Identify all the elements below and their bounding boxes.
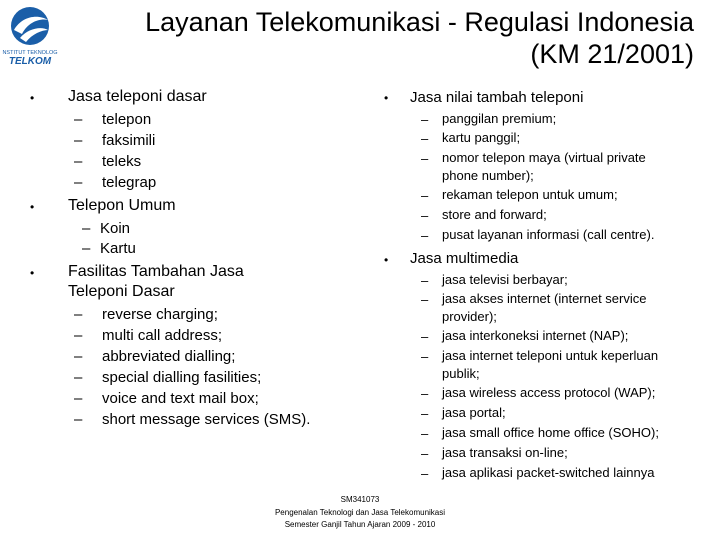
dash-icon: –	[421, 131, 429, 146]
dash-icon: –	[421, 406, 429, 421]
list-item: jasa akses internet (internet service	[442, 291, 647, 306]
list-item: Koin	[100, 220, 131, 237]
dash-icon: –	[74, 111, 83, 128]
dash-icon: –	[74, 174, 83, 191]
list-item: teleks	[102, 153, 142, 170]
list-item: jasa interkoneksi internet (NAP);	[442, 328, 629, 343]
list-item: short message services (SMS).	[102, 411, 311, 428]
list-item: telepon	[102, 111, 152, 128]
slide-footer	[230, 494, 490, 532]
logo-caption-brand: TELKOM	[8, 56, 52, 66]
title-line-1: Layanan Telekomunikasi - Regulasi Indonesia	[145, 7, 694, 37]
bullet-icon: •	[30, 200, 35, 214]
list-item-continuation: publik;	[442, 366, 480, 381]
dash-icon: –	[421, 446, 429, 461]
dash-icon: –	[421, 208, 429, 223]
telkom-logo-mark-icon	[2, 4, 58, 66]
dash-icon: –	[421, 386, 429, 401]
list-item: jasa internet teleponi untuk keperluan	[442, 348, 659, 363]
dash-icon: –	[82, 220, 91, 237]
footer-course-code: SM341073	[340, 495, 380, 504]
dash-icon: –	[421, 426, 429, 441]
footer-semester: Semester Ganjil Tahun Ajaran 2009 - 2010	[284, 520, 436, 529]
list-item: Kartu	[100, 240, 136, 257]
list-item: rekaman telepon untuk umum;	[442, 187, 618, 202]
list-item: voice and text mail box;	[102, 390, 259, 407]
logo-caption-top: INSTITUT TEKNOLOGI	[2, 50, 58, 56]
list-item: abbreviated dialling;	[102, 348, 236, 365]
dash-icon: –	[421, 151, 429, 166]
dash-icon: –	[74, 132, 83, 149]
heading-telepon-umum: Telepon Umum	[68, 197, 176, 214]
bullet-icon: •	[384, 91, 389, 105]
telkom-logo	[2, 4, 58, 66]
dash-icon: –	[421, 228, 429, 243]
dash-icon: –	[74, 153, 83, 170]
list-item: panggilan premium;	[442, 111, 557, 126]
dash-icon: –	[421, 112, 429, 127]
list-item: faksimili	[102, 132, 156, 149]
list-item: jasa small office home office (SOHO);	[442, 425, 659, 440]
dash-icon: –	[74, 390, 83, 407]
list-item: reverse charging;	[102, 306, 218, 323]
bullet-icon: •	[384, 253, 389, 267]
dash-icon: –	[74, 348, 83, 365]
dash-icon: –	[421, 466, 429, 481]
dash-icon: –	[421, 349, 429, 364]
title-line-2: (KM 21/2001)	[530, 39, 694, 69]
list-item-continuation: provider);	[442, 309, 497, 324]
heading-jasa-nilai-tambah: Jasa nilai tambah teleponi	[410, 89, 584, 106]
heading-fasilitas-tambahan-line-2: Teleponi Dasar	[68, 283, 175, 300]
dash-icon: –	[421, 329, 429, 344]
bullet-icon: •	[30, 91, 35, 105]
bullet-icon: •	[30, 266, 35, 280]
dash-icon: –	[74, 369, 83, 386]
dash-icon: –	[421, 273, 429, 288]
heading-jasa-teleponi-dasar: Jasa teleponi dasar	[68, 88, 207, 105]
heading-fasilitas-tambahan-line-1: Fasilitas Tambahan Jasa	[68, 263, 244, 280]
dash-icon: –	[421, 292, 429, 307]
list-item-continuation: phone number);	[442, 168, 534, 183]
dash-icon: –	[421, 188, 429, 203]
page-title	[54, 6, 694, 70]
dash-icon: –	[74, 327, 83, 344]
list-item: pusat layanan informasi (call centre).	[442, 227, 655, 242]
dash-icon: –	[82, 240, 91, 257]
list-item: jasa aplikasi packet-switched lainnya	[442, 465, 655, 480]
dash-icon: –	[74, 411, 83, 428]
list-item: jasa transaksi on-line;	[442, 445, 568, 460]
list-item: nomor telepon maya (virtual private	[442, 150, 646, 165]
footer-course-title: Pengenalan Teknologi dan Jasa Telekomunikasi	[274, 507, 446, 517]
list-item: special dialling fasilities;	[102, 369, 262, 386]
list-item: jasa portal;	[442, 405, 506, 420]
list-item: multi call address;	[102, 327, 223, 344]
list-item: telegrap	[102, 174, 157, 191]
list-item: jasa televisi berbayar;	[442, 272, 568, 287]
list-item: kartu panggil;	[442, 130, 521, 145]
heading-jasa-multimedia: Jasa multimedia	[410, 250, 519, 267]
list-item: store and forward;	[442, 207, 547, 222]
dash-icon: –	[74, 306, 83, 323]
list-item: jasa wireless access protocol (WAP);	[442, 385, 656, 400]
